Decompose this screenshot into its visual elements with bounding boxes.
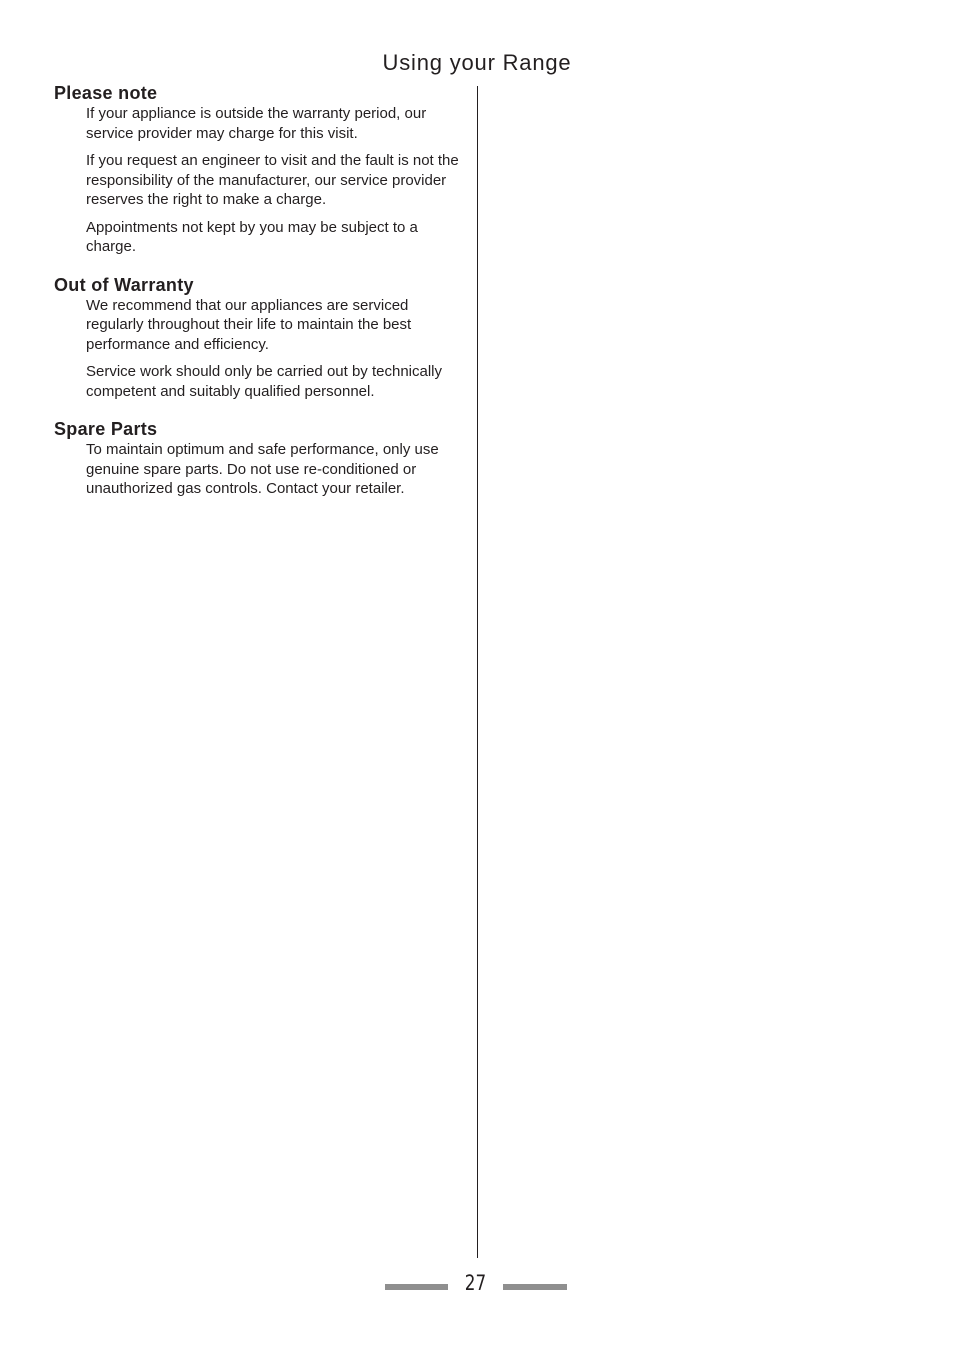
footer-bar-right bbox=[503, 1284, 567, 1290]
paragraph: Appointments not kept by you may be subject to a charge. bbox=[86, 218, 418, 255]
section-please-note bbox=[54, 82, 470, 257]
footer-bar-left bbox=[385, 1284, 448, 1290]
paragraph: If your appliance is outside the warranty period, our service provider may charge for this visit. bbox=[86, 105, 427, 142]
page-number: 27 bbox=[464, 1271, 487, 1295]
column-divider bbox=[477, 86, 478, 1258]
section-heading: Spare Parts bbox=[54, 419, 158, 439]
section-heading: Please note bbox=[54, 83, 158, 103]
paragraph: We recommend that our appliances are serviced regularly throughout their life to maintain the best performance and efficiency. bbox=[86, 296, 412, 353]
section-out-of-warranty bbox=[54, 274, 470, 402]
page-title: Using your Range bbox=[382, 50, 572, 75]
paragraph: If you request an engineer to visit and the fault is not the responsibility of the manufacturer, our service provider reserves the right to make a charge. bbox=[86, 152, 459, 208]
section-spare-parts bbox=[54, 418, 470, 499]
paragraph: Service work should only be carried out by technically competent and suitably qualified personnel. bbox=[86, 363, 443, 400]
section-heading: Out of Warranty bbox=[54, 274, 194, 295]
paragraph: To maintain optimum and safe performance, only use genuine spare parts. Do not use re-conditioned or unauthorized gas controls. Contact your retailer. bbox=[86, 441, 439, 497]
left-column bbox=[54, 82, 470, 516]
